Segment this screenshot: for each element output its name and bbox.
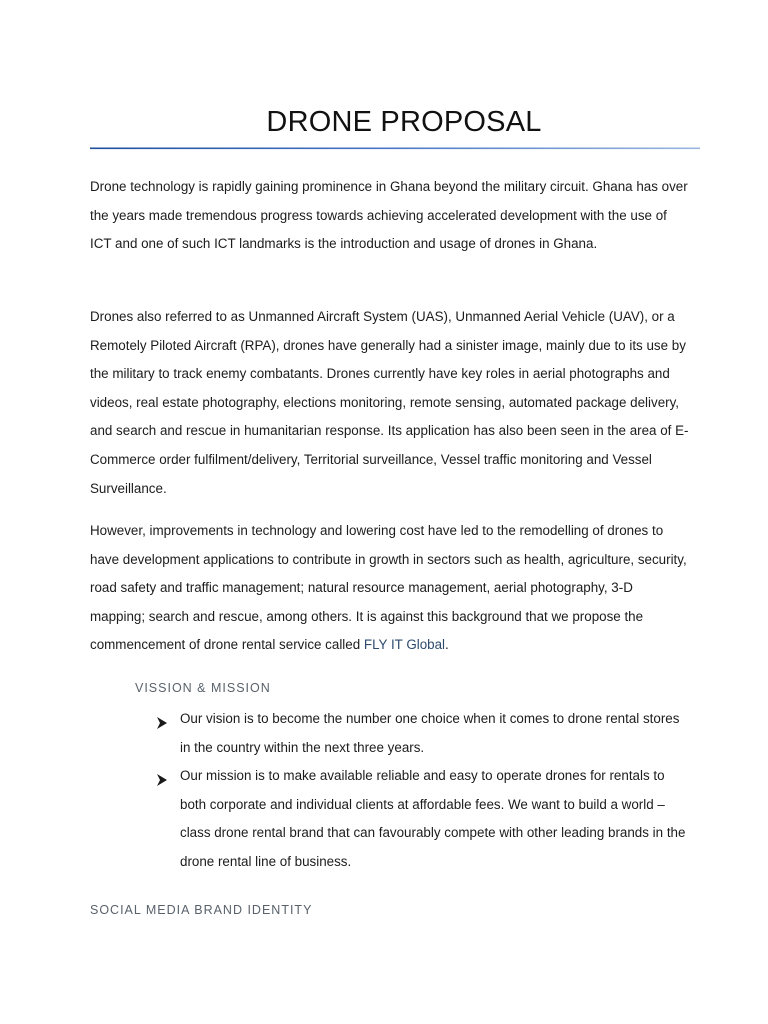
arrow-bullet-icon [156,769,168,783]
vision-mission-heading: VISSION & MISSION [135,681,271,695]
arrow-bullet-icon [156,712,168,726]
mission-text: Our mission is to make available reliable and easy to operate drones for rentals to both corporate and individual clients at affordable fees. We want to build a world – class drone rental brand that can favourably compete with other leading brands in the drone rental line of business. [180,768,686,869]
vision-text: Our vision is to become the number one choice when it comes to drone rental stores in the country within the next three years. [180,711,680,755]
proposal-paragraph [90,517,690,660]
vision-mission-list [156,705,686,877]
proposal-text: However, improvements in technology and lowering cost have led to the remodelling of drones to have development applications to contribute in growth in sectors such as health, agriculture, security, road safety and traffic management; natural resource management, aerial photography, 3-D mapping; search and rescue, among others. It is against this background that we propose the commencement of drone rental service called [90,523,687,653]
list-item [156,705,686,762]
proposal-end: . [445,637,449,653]
title-underline [90,147,700,150]
document-title: DRONE PROPOSAL [266,106,542,138]
list-item [156,762,686,876]
drones-definition-paragraph: Drones also referred to as Unmanned Aircraft System (UAS), Unmanned Aerial Vehicle (UAV), or a Remotely Piloted Aircraft (RPA), drones have generally had a sinister image, mainly due to its use by the military to track enemy combatants. Drones currently have key roles in aerial photographs and videos, real estate photography, elections monitoring, remote sensing, automated package delivery, and search and rescue in humanitarian response. Its application has also been seen in the area of E-Commerce order fulfilment/delivery, Territorial surveillance, Vessel traffic monitoring and Vessel Surveillance. [90,309,689,496]
intro-paragraph: Drone technology is rapidly gaining prominence in Ghana beyond the military circuit. Ghana has over the years made tremendous progress towards achieving accelerated development with the use of ICT and one of such ICT landmarks is the introduction and usage of drones in Ghana. [90,179,688,252]
brand-name: FLY IT Global [363,637,446,653]
social-media-heading: SOCIAL MEDIA BRAND IDENTITY [90,903,313,917]
